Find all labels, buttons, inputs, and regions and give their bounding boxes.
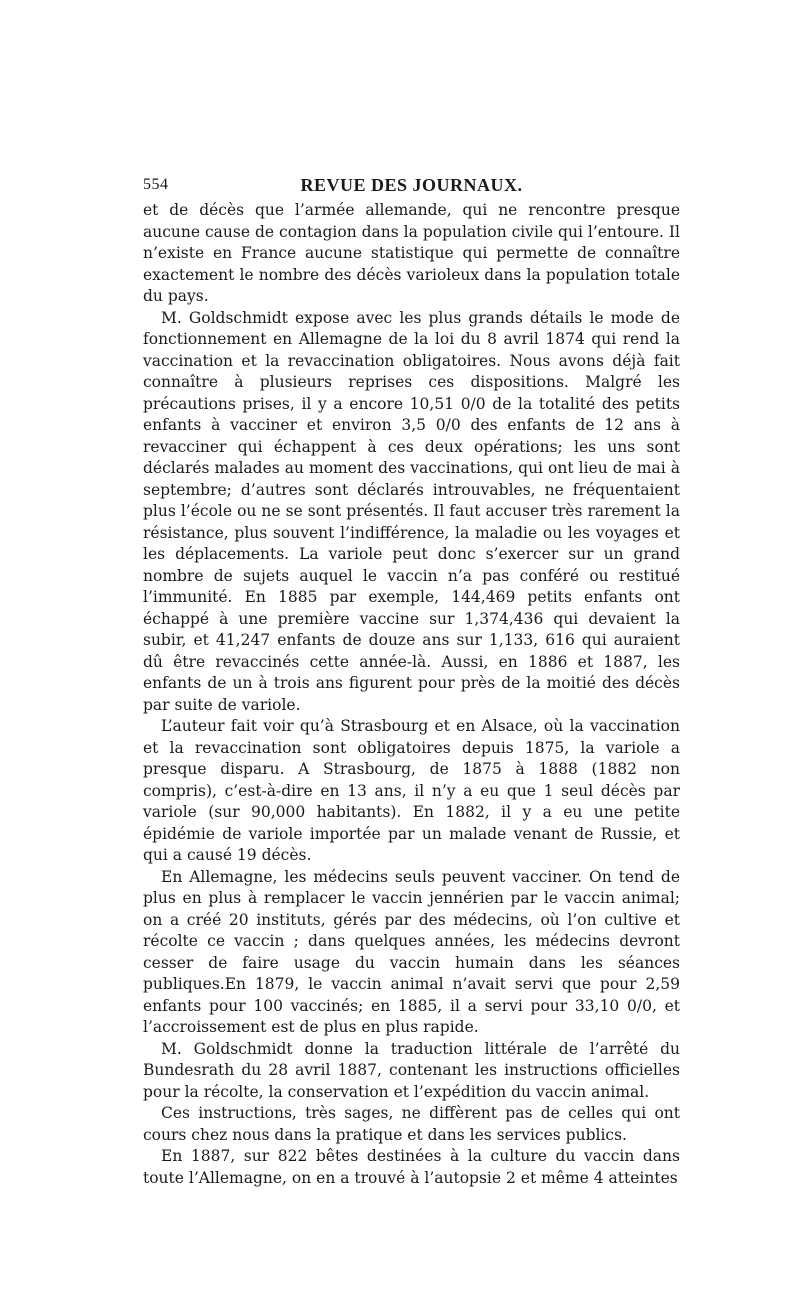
paragraph-animal-vaccine: En Allemagne, les médecins seuls peuvent vacciner. On tend de plus en plus à remplacer le vaccin jennérien par le vaccin animal; on a créé 20 instituts, gérés par des médecins, où l’on cultive et récolte ce vaccin ; dans quelques années, les médecins devront cesser de faire usage du vaccin humain dans les séances publiques.En 1879, le vaccin animal n’avait servi que pour 2,59 enfants pour 100 vaccinés; en 1885, il a servi pour 33,10 0/0, et l’accroissement est de plus en plus rapide. — [143, 867, 680, 1036]
paragraph-continuation: et de décès que l’armée allemande, qui ne rencontre presque aucune cause de contagion dans la population civile qui l’entoure. Il n’existe en France aucune statistique qui permette de connaître exactement le nombre des décès varioleux dans la population totale du pays. — [143, 201, 680, 305]
paragraph-bundesrath: M. Goldschmidt donne la traduction littérale de l’arrêté du Bundesrath du 28 avril 1887, contenant les instructions officielles pour la récolte, la conservation et l’expédition du vaccin animal. — [143, 1039, 680, 1101]
journal-section-title: REVUE DES JOURNAUX. — [300, 175, 523, 195]
paragraph-strasbourg: L’auteur fait voir qu’à Strasbourg et en Alsace, où la vaccination et la revaccination sont obligatoires depuis 1875, la variole a presque disparu. A Strasbourg, de 1875 à 1888 (1882 non compris), c’est-à-dire en 13 ans, il n’y a eu que 1 seul décès par variole (sur 90,000 habitants). En 1882, il y a eu une petite épidémie de variole importée par un malade venant de Russie, et qui a causé 19 décès. — [143, 717, 680, 864]
article-body — [143, 200, 680, 1189]
book-page — [143, 170, 680, 1189]
paragraph-goldschmidt-law: M. Goldschmidt expose avec les plus grands détails le mode de fonctionnement en Allemagne de la loi du 8 avril 1874 qui rend la vaccination et la revaccination obligatoires. Nous avons déjà fait connaître à plusieurs reprises ces dispositions. Malgré les précautions prises, il y a encore 10,51 0/0 de la totalité des petits enfants à vacciner et environ 3,5 0/0 des enfants de 12 ans à revacciner qui échappent à ces deux opérations; les uns sont déclarés malades au moment des vaccinations, qui ont lieu de mai à septembre; d’autres sont déclarés introuvables, ne fréquentaient plus l’école ou ne se sont présentés. Il faut accuser très rarement la résistance, plus souvent l’indifférence, la maladie ou les voyages et les déplacements. La variole peut donc s’exercer sur un grand nombre de sujets auquel le vaccin n’a pas conféré ou restitué l’immunité. En 1885 par exemple, 144,469 petits enfants ont échappé à une première vaccine sur 1,374,436 qui devaient la subir, et 41,247 enfants de douze ans sur 1,133, 616 qui auraient dû être revaccinés cette année-là. Aussi, en 1886 et 1887, les enfants de un à trois ans figurent pour près de la moitié des décès par suite de variole. — [143, 308, 680, 714]
running-head — [143, 170, 680, 200]
page-number: 554 — [143, 176, 169, 193]
paragraph-1887-autopsy: En 1887, sur 822 bêtes destinées à la culture du vaccin dans toute l’Allemagne, on en a trouvé à l’autopsie 2 et même 4 atteintes — [143, 1147, 680, 1187]
paragraph-instructions: Ces instructions, très sages, ne diffèrent pas de celles qui ont cours chez nous dans la pratique et dans les services publics. — [143, 1104, 680, 1144]
